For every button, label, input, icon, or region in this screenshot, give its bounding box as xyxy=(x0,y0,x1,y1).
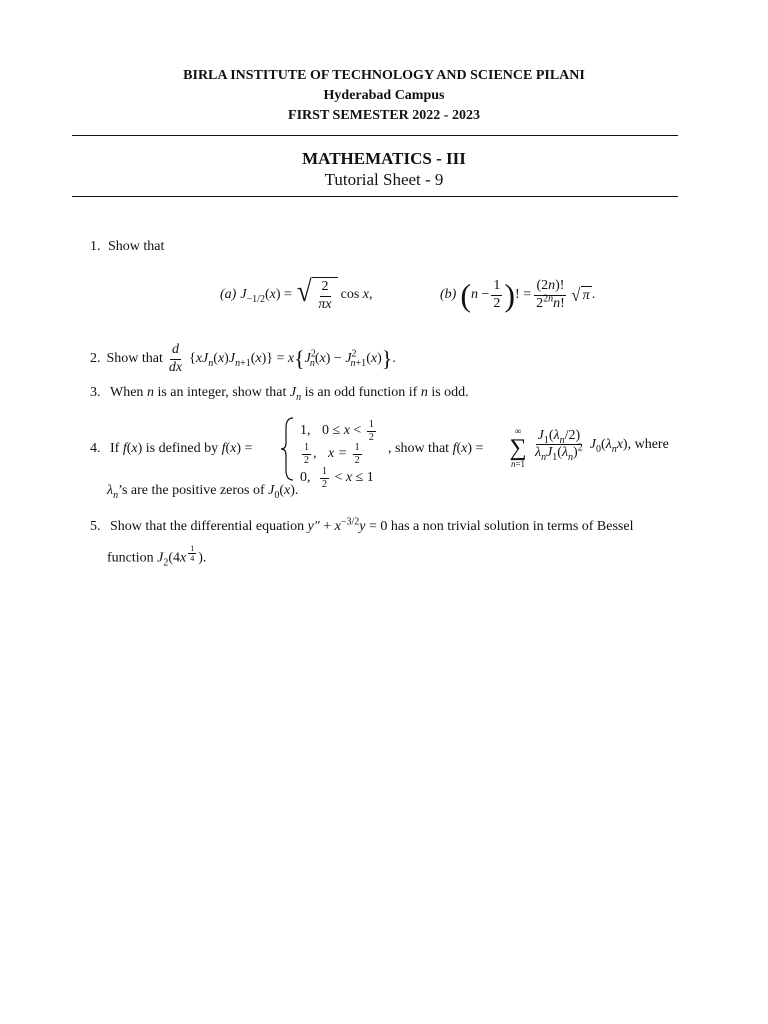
question-number: 4. xyxy=(90,441,101,456)
part-label: (a) xyxy=(220,287,237,302)
institute-name: BIRLA INSTITUTE OF TECHNOLOGY AND SCIENCE PILANI xyxy=(183,68,585,83)
question-number: 3. xyxy=(90,385,101,400)
header-top-rule xyxy=(72,135,678,136)
case-3: 0, $\frac{1}{2}$ < x ≤ 1 xyxy=(300,466,374,490)
question-2: 2. Show that $\frac{d}{dx}$ $\{xJ_n(x)J_{n+1}(x)\} = x$ { $J^2_n(x) - J^2_{n+1}(x)$ } . xyxy=(90,342,396,375)
question-4-show-that: , show that f(x) = xyxy=(388,441,484,456)
campus-name: Hyderabad Campus xyxy=(323,88,445,103)
formula: $J_{-1/2}(x)$ = xyxy=(240,287,292,305)
series-term: $\frac{J_1(\lambda_n/2)}{\lambda_nJ_1(\lambda_n)^2}$ $J_0(\lambda_nx)$ , where xyxy=(535,428,669,463)
header-bottom-rule xyxy=(72,196,678,197)
left-brace-icon xyxy=(280,416,296,482)
case-1: 1, 0 ≤ x < $\frac{1}{2}$ xyxy=(300,419,374,443)
case-2: $\frac{1}{2}$ , x = $\frac{1}{2}$ xyxy=(304,442,360,466)
question-text: Show that xyxy=(106,351,163,366)
question-number: 5. xyxy=(90,519,101,534)
question-5-line-2: function $J_2(4x$ $^{\frac{1}{4}}$ ). xyxy=(107,544,207,569)
square-root: √ $\frac{2}{\pi x}$ xyxy=(296,277,338,312)
question-5-line-1: 5. Show that the differential equation $y'' + x^{-3/2}y = 0$ has a non trivial solution in terms of Bessel xyxy=(90,516,634,534)
semester-label: FIRST SEMESTER 2022 - 2023 xyxy=(288,108,480,123)
question-1 xyxy=(90,239,164,255)
course-title: MATHEMATICS - III xyxy=(302,149,466,168)
part-label: (b) xyxy=(440,287,457,302)
question-text: Show that xyxy=(108,239,165,254)
question-1-part-a: (a) $J_{-1/2}(x)$ = √ $\frac{2}{\pi x}$ cos x, xyxy=(220,275,373,312)
question-1-part-b: (b) ( n − $\frac{1}{2}$ ) ! = $\frac{(2n)!}{2^{2n}n!}$ √ π . xyxy=(440,277,596,313)
question-4-line-1: 4. If f(x) is defined by f(x) = xyxy=(90,441,253,456)
summation: ∞ ∑ n=1 xyxy=(509,426,527,469)
question-4-line-2: $\lambda_n’s$ are the positive zeros of $J_0(x)$. xyxy=(107,483,299,501)
sheet-title: Tutorial Sheet - 9 xyxy=(324,170,444,189)
question-number: 2. xyxy=(90,351,101,366)
question-3: 3. When n is an integer, show that $J_n$ is an odd function if n is odd. xyxy=(90,385,469,403)
question-number: 1. xyxy=(90,239,101,254)
